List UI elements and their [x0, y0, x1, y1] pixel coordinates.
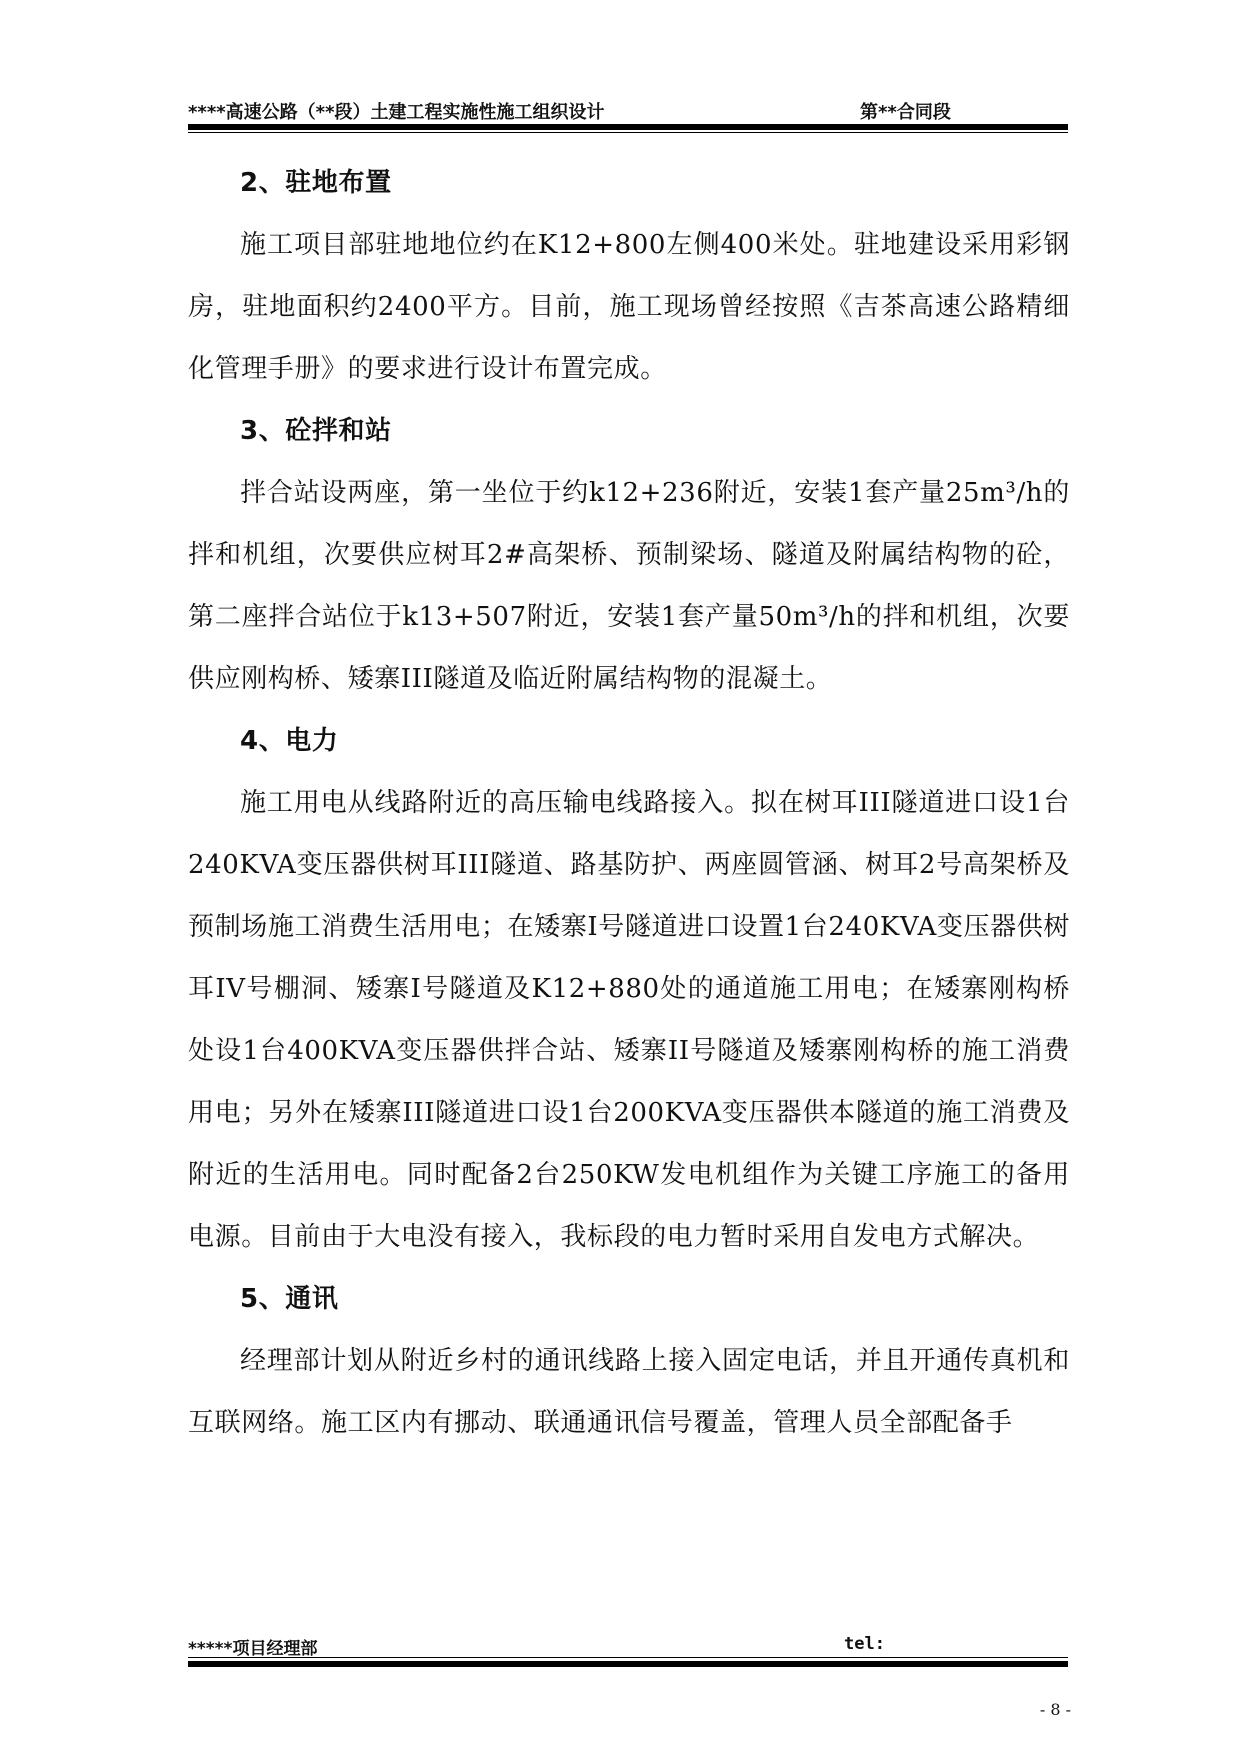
- header-rule-thin: [188, 132, 1068, 133]
- footer-rule-thick: [188, 1661, 1068, 1667]
- footer-tel: tel:: [844, 1634, 885, 1654]
- paragraph-communication: 经理部计划从附近乡村的通讯线路上接入固定电话，并且开通传真机和互联网络。施工区内有挪动、联通通讯信号覆盖，管理人员全部配备手: [188, 1346, 1070, 1438]
- section-heading-mixing-plant: 3、砼拌和站: [240, 416, 392, 446]
- header-title: ****高速公路（**段）土建工程实施性施工组织设计: [188, 102, 605, 123]
- footer-department: *****项目经理部: [188, 1639, 318, 1659]
- paragraph-power: 施工用电从线路附近的高压输电线路接入。拟在树耳III隧道进口设1台240KVA变压器供树耳III隧道、路基防护、两座圆管涵、树耳2号高架桥及预制场施工消费生活用电；在矮寨I号隧道进口设置1台240KVA变压器供树耳IV号棚洞、矮寨I号隧道及K12+880处的通道施工用电；在矮寨刚构桥处设1台400KVA变压器供拌合站、矮寨II号隧道及矮寨刚构桥的施工消费用电；另外在矮寨III隧道进口设1台200KVA变压器供本隧道的施工消费及附近的生活用电。同时配备2台250KW发电机组作为关键工序施工的备用电源。目前由于大电没有接入，我标段的电力暂时采用自发电方式解决。: [188, 788, 1070, 1252]
- document-body: [188, 152, 1070, 1454]
- section-heading-communication: 5、通讯: [240, 1284, 339, 1314]
- paragraph-station: 施工项目部驻地地位约在K12+800左侧400米处。驻地建设采用彩钢房，驻地面积约2400平方。目前，施工现场曾经按照《吉茶高速公路精细化管理手册》的要求进行设计布置完成。: [188, 230, 1070, 384]
- page-number: - 8 -: [1039, 1700, 1071, 1719]
- header-rule-thick: [188, 124, 1068, 130]
- section-heading-power: 4、电力: [240, 726, 339, 756]
- header-contract-section: 第**合同段: [860, 102, 951, 123]
- page-header: [188, 96, 1068, 124]
- section-heading-station: 2、驻地布置: [240, 168, 392, 198]
- page-footer: [188, 1634, 1068, 1660]
- paragraph-mixing-plant: 拌合站设两座，第一坐位于约k12+236附近，安装1套产量25m³/h的拌和机组，次要供应树耳2#高架桥、预制梁场、隧道及附属结构物的砼，第二座拌合站位于k13+507附近，安装1套产量50m³/h的拌和机组，次要供应刚构桥、矮寨III隧道及临近附属结构物的混凝土。: [188, 478, 1070, 694]
